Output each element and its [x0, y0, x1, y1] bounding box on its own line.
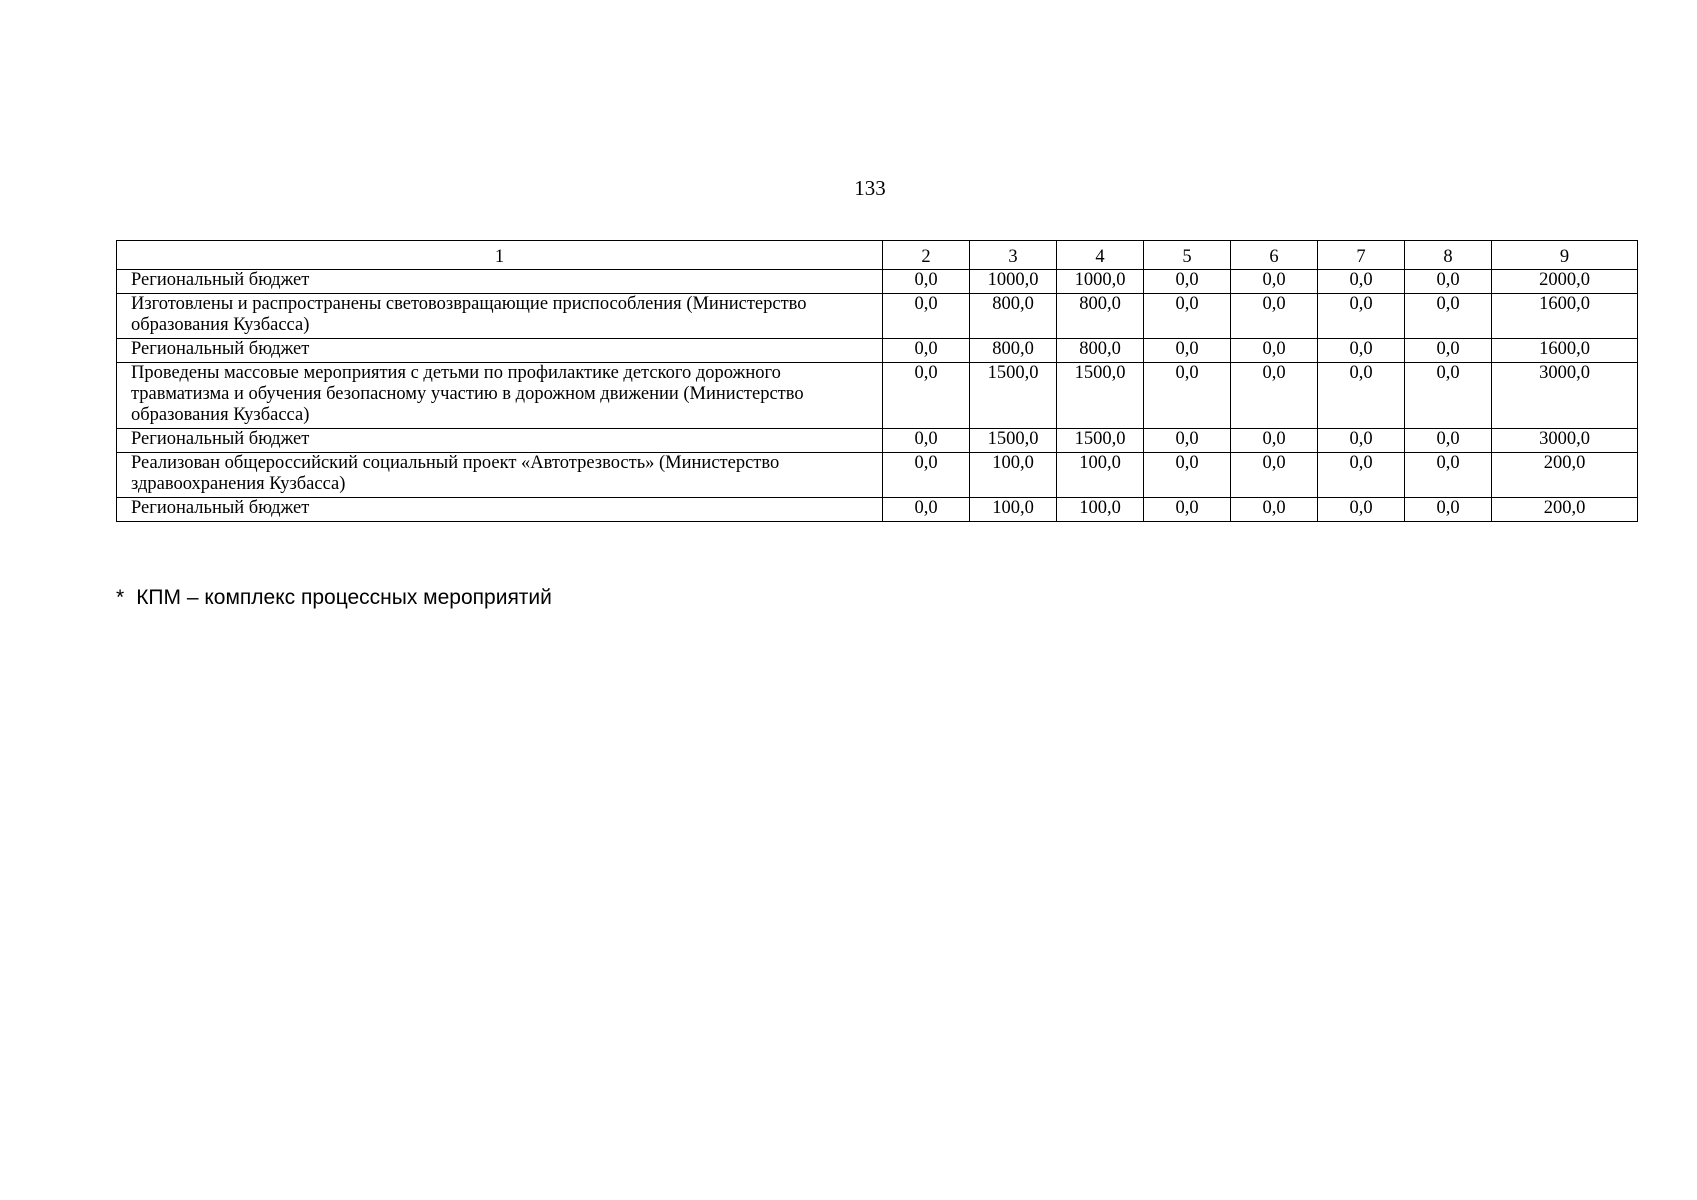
- value-cell: 1600,0: [1492, 294, 1638, 339]
- value-cell: 0,0: [1231, 429, 1318, 453]
- value-cell: 0,0: [1405, 339, 1492, 363]
- value-cell: 0,0: [1405, 363, 1492, 429]
- value-cell: 0,0: [883, 453, 970, 498]
- value-cell: 0,0: [883, 429, 970, 453]
- value-cell: 0,0: [1231, 363, 1318, 429]
- value-cell: 0,0: [1231, 294, 1318, 339]
- value-cell: 0,0: [1318, 270, 1405, 294]
- row-name-cell: Региональный бюджет: [117, 339, 883, 363]
- value-cell: 0,0: [883, 339, 970, 363]
- value-cell: 0,0: [883, 294, 970, 339]
- value-cell: 1500,0: [1057, 363, 1144, 429]
- row-name-cell: Региональный бюджет: [117, 270, 883, 294]
- value-cell: 0,0: [1318, 339, 1405, 363]
- value-cell: 0,0: [1144, 363, 1231, 429]
- value-cell: 0,0: [1318, 294, 1405, 339]
- value-cell: 800,0: [1057, 339, 1144, 363]
- table-row: [117, 498, 1638, 522]
- value-cell: 800,0: [970, 339, 1057, 363]
- table-row: [117, 429, 1638, 453]
- footnote-text: КПМ – комплекс процессных мероприятий: [136, 586, 552, 609]
- value-cell: 0,0: [883, 363, 970, 429]
- value-cell: 0,0: [1231, 498, 1318, 522]
- header-cell: 3: [970, 241, 1057, 270]
- value-cell: 0,0: [1144, 453, 1231, 498]
- value-cell: 1000,0: [1057, 270, 1144, 294]
- row-name-cell: Проведены массовые мероприятия с детьми по профилактике детского дорожного травматизма и обучения безопасному участию в дорожном движении (Министерство образования Кузбасса): [117, 363, 883, 429]
- value-cell: 2000,0: [1492, 270, 1638, 294]
- budget-table: [116, 240, 1638, 522]
- value-cell: 0,0: [1144, 429, 1231, 453]
- value-cell: 0,0: [1405, 294, 1492, 339]
- value-cell: 3000,0: [1492, 363, 1638, 429]
- table-row: [117, 363, 1638, 429]
- header-cell: 4: [1057, 241, 1144, 270]
- table-row: [117, 339, 1638, 363]
- value-cell: 0,0: [1318, 363, 1405, 429]
- value-cell: 0,0: [1318, 453, 1405, 498]
- value-cell: 1500,0: [1057, 429, 1144, 453]
- value-cell: 200,0: [1492, 498, 1638, 522]
- value-cell: 0,0: [1318, 429, 1405, 453]
- value-cell: 0,0: [883, 498, 970, 522]
- value-cell: 200,0: [1492, 453, 1638, 498]
- value-cell: 1500,0: [970, 363, 1057, 429]
- value-cell: 800,0: [1057, 294, 1144, 339]
- row-name-cell: Региональный бюджет: [117, 429, 883, 453]
- value-cell: 100,0: [970, 498, 1057, 522]
- header-cell: 6: [1231, 241, 1318, 270]
- value-cell: 0,0: [1144, 294, 1231, 339]
- footnote: [116, 586, 552, 610]
- table-row: [117, 270, 1638, 294]
- value-cell: 0,0: [1231, 270, 1318, 294]
- value-cell: 0,0: [883, 270, 970, 294]
- row-name-cell: Реализован общероссийский социальный проект «Автотрезвость» (Министерство здравоохранения Кузбасса): [117, 453, 883, 498]
- value-cell: 1600,0: [1492, 339, 1638, 363]
- header-cell: 5: [1144, 241, 1231, 270]
- page-number: 133: [854, 176, 886, 200]
- header-cell: 8: [1405, 241, 1492, 270]
- header-cell: 9: [1492, 241, 1638, 270]
- value-cell: 0,0: [1318, 498, 1405, 522]
- footnote-marker: *: [116, 586, 125, 609]
- value-cell: 0,0: [1231, 453, 1318, 498]
- value-cell: 0,0: [1405, 498, 1492, 522]
- header-cell: 7: [1318, 241, 1405, 270]
- value-cell: 0,0: [1144, 270, 1231, 294]
- value-cell: 0,0: [1405, 429, 1492, 453]
- value-cell: 3000,0: [1492, 429, 1638, 453]
- value-cell: 800,0: [970, 294, 1057, 339]
- value-cell: 1500,0: [970, 429, 1057, 453]
- row-name-cell: Изготовлены и распространены световозвращающие приспособления (Министерство образования Кузбасса): [117, 294, 883, 339]
- value-cell: 0,0: [1144, 498, 1231, 522]
- value-cell: 0,0: [1405, 453, 1492, 498]
- value-cell: 0,0: [1405, 270, 1492, 294]
- header-cell: 2: [883, 241, 970, 270]
- value-cell: 0,0: [1144, 339, 1231, 363]
- value-cell: 100,0: [1057, 498, 1144, 522]
- value-cell: 1000,0: [970, 270, 1057, 294]
- table-row: [117, 294, 1638, 339]
- table-row: [117, 453, 1638, 498]
- value-cell: 0,0: [1231, 339, 1318, 363]
- table-header-row: [117, 241, 1638, 270]
- row-name-cell: Региональный бюджет: [117, 498, 883, 522]
- value-cell: 100,0: [1057, 453, 1144, 498]
- value-cell: 100,0: [970, 453, 1057, 498]
- header-cell: 1: [117, 241, 883, 270]
